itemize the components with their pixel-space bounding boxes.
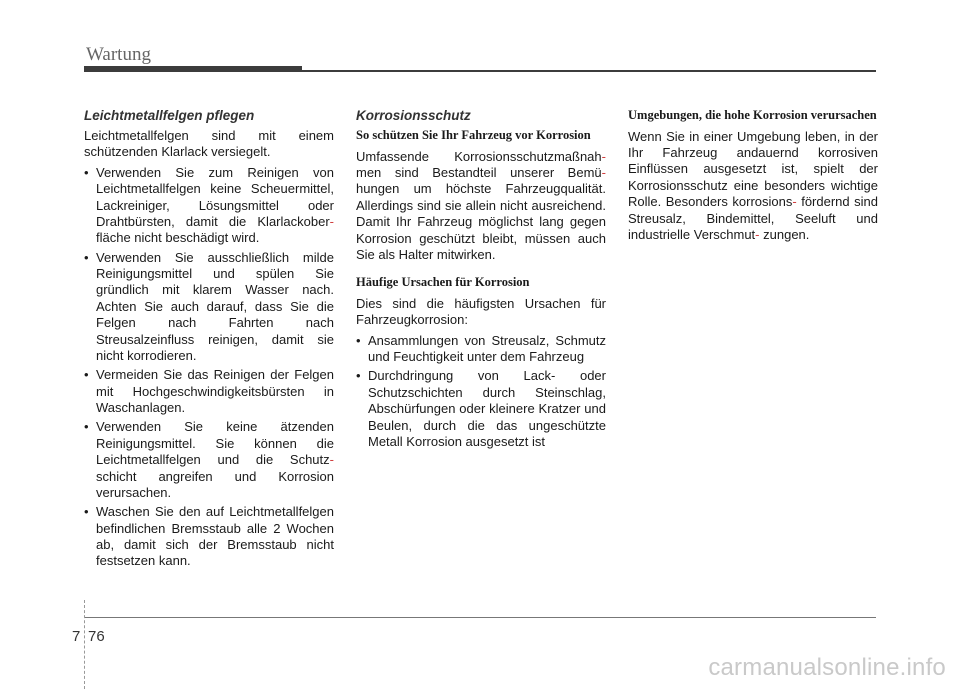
column-corrosive-environments <box>628 108 878 247</box>
corrosion-causes-list <box>356 333 606 451</box>
subheading-protect-vehicle: So schützen Sie Ihr Fahrzeug vor Korrosion <box>356 128 591 142</box>
causes-paragraph: Dies sind die häufigsten Ursachen für Fahrzeugkorrosion: <box>356 295 606 328</box>
heading-corrosion-protection: Korrosionsschutz <box>356 108 471 123</box>
section-title: Wartung <box>86 44 151 65</box>
list-item: • Durchdringung von Lack- oder Schutzschichten durch Steinschlag, Abschürfungen oder kleinere Kratzer und Beulen, durch die das ungeschützte Metall Korrosion ausgesetzt ist <box>356 368 606 450</box>
list-item: • Verwenden Sie keine ätzenden Reinigungsmittel. Sie können die Leichtmetallfelgen und die Schutz- schicht angreifen und Korrosion verursachen. <box>84 419 334 501</box>
column-alloy-wheels <box>84 108 334 573</box>
list-item: • Verwenden Sie zum Reinigen von Leichtmetallfelgen keine Scheuermittel, Lackreiniger, Lösungsmittel oder Drahtbürsten, damit die Klarlackober- fläche nicht beschädigt wird. <box>84 165 334 247</box>
chapter-number: 7 <box>72 628 81 645</box>
header-rule-thin <box>302 70 876 72</box>
list-item: • Verwenden Sie ausschließlich milde Reinigungsmittel und spülen Sie gründlich mit klarem Wasser nach. Achten Sie auch darauf, dass Sie die Felgen nach Fahrten nach Streusalzeinfluss reinigen, damit sie nicht korrodieren. <box>84 250 334 365</box>
column-corrosion-protection <box>356 108 606 453</box>
environments-paragraph: Wenn Sie in einer Umgebung leben, in der Ihr Fahrzeug andauernd korrosiven Einflüssen ausgesetzt ist, spielt der Korrosionsschutz eine besonders wichtige Rolle. Besonders korrosions- fördernd sind Streusalz, Bindemittel, Seeluft und industrielle Verschmut- zungen. <box>628 128 878 242</box>
page-number: 76 <box>88 628 105 645</box>
footer-rule <box>84 617 876 618</box>
watermark: carmanualsonline.info <box>708 654 946 681</box>
intro-paragraph: Leichtmetallfelgen sind mit einem schützenden Klarlack versiegelt. <box>84 128 334 160</box>
margin-guide <box>84 600 85 689</box>
protect-paragraph: Umfassende Korrosionsschutzmaßnah- men sind Bestandteil unserer Bemü- hungen um höchste Fahrzeugqualität. Allerdings sind sie allein nicht ausreichend. Damit Ihr Fahrzeug möglichst lang gegen Korrosion geschützt bleibt, müssen auch Sie als Halter mitwirken. <box>356 148 606 262</box>
list-item: • Ansammlungen von Streusalz, Schmutz und Feuchtigkeit unter dem Fahrzeug <box>356 333 606 366</box>
subheading-common-causes: Häufige Ursachen für Korrosion <box>356 275 530 290</box>
heading-alloy-wheels: Leichtmetallfelgen pflegen <box>84 108 255 123</box>
header-rule-thick <box>84 66 302 72</box>
alloy-wheel-tips <box>84 165 334 570</box>
list-item: • Vermeiden Sie das Reinigen der Felgen mit Hochgeschwindigkeitsbürsten in Waschanlagen. <box>84 367 334 416</box>
list-item: • Waschen Sie den auf Leichtmetallfelgen befindlichen Bremsstaub alle 2 Wochen ab, damit sich der Bremsstaub nicht festsetzen kann. <box>84 504 334 570</box>
subheading-corrosive-environments: Umgebungen, die hohe Korrosion verursachen <box>628 108 877 122</box>
